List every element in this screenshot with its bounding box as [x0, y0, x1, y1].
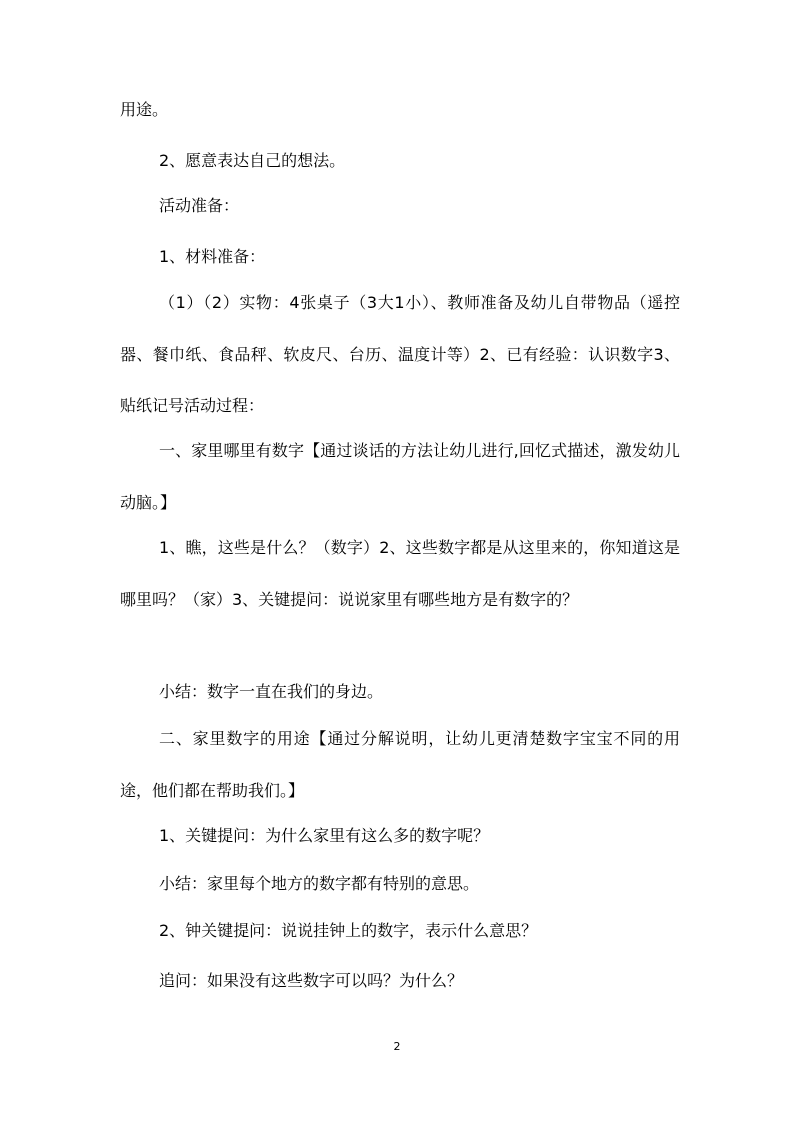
paragraph-7: 1、瞧，这些是什么？（数字）2、这些数字都是从这里来的，你知道这是哪里吗？（家）3、关键提问：说说家里有哪些地方是有数字的？	[120, 538, 680, 609]
paragraph-6: 一、家里哪里有数字【通过谈话的方法让幼儿进行,回忆式描述，激发幼儿动脑。】	[120, 441, 680, 512]
paragraph-8: 小结：数字一直在我们的身边。	[159, 682, 384, 701]
page-number: 2	[393, 1040, 401, 1053]
paragraph-3: 活动准备：	[159, 196, 240, 215]
paragraph-4: 1、材料准备：	[159, 247, 266, 266]
paragraph-10: 1、关键提问：为什么家里有这么多的数字呢？	[159, 826, 490, 845]
paragraph-12: 2、钟关键提问：说说挂钟上的数字，表示什么意思？	[159, 921, 538, 940]
paragraph-2: 2、愿意表达自己的想法。	[159, 151, 346, 170]
paragraph-1: 用途。	[120, 100, 169, 119]
paragraph-9: 二、家里数字的用途【通过分解说明，让幼儿更清楚数字宝宝不同的用途，他们都在帮助我们。】	[120, 729, 680, 800]
paragraph-11: 小结：家里每个地方的数字都有特别的意思。	[159, 874, 480, 893]
paragraph-5: （1）（2）实物：4张桌子（3大1小）、教师准备及幼儿自带物品（遥控器、餐巾纸、食品秤、软皮尺、台历、温度计等）2、已有经验：认识数字3、贴纸记号活动过程：	[120, 293, 680, 415]
paragraph-13: 追问：如果没有这些数字可以吗？为什么？	[159, 971, 464, 990]
